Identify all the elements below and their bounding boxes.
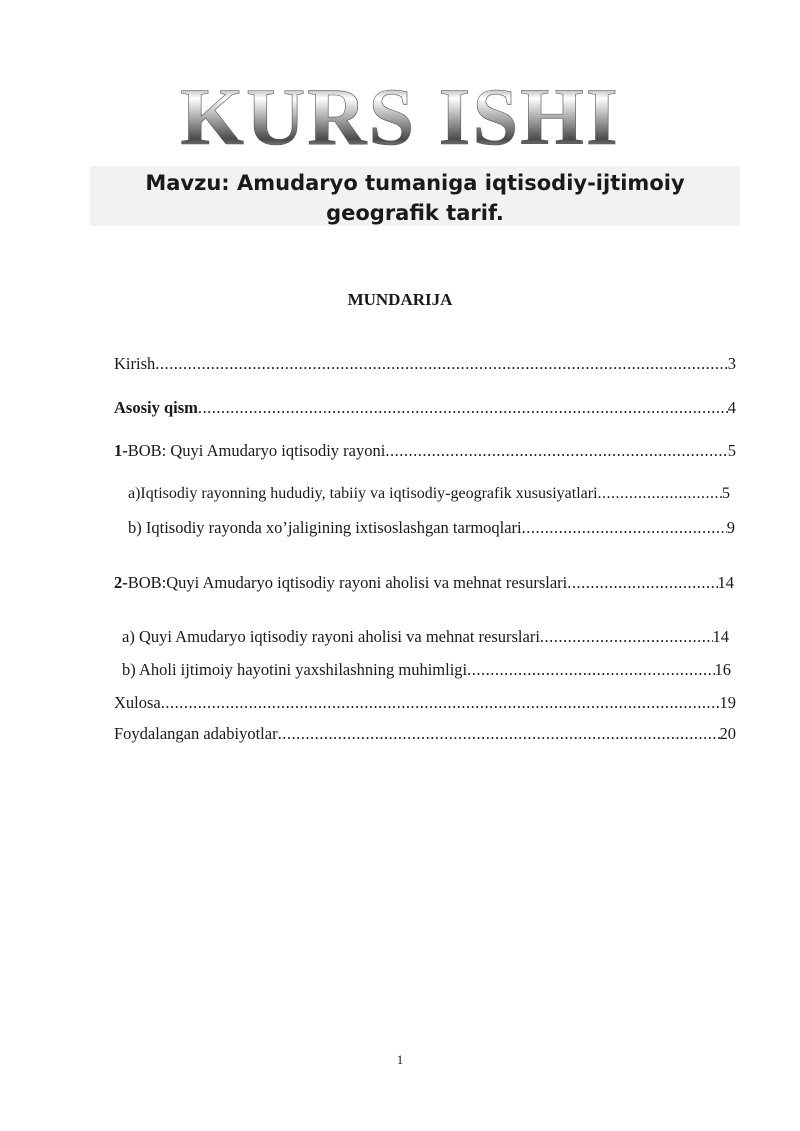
toc-leader: [155, 354, 728, 374]
toc-entry-label: BOB:Quyi Amudaryo iqtisodiy rayoni aholisi va mehnat resurslari: [127, 573, 568, 592]
toc-entry-page: 14: [712, 627, 729, 646]
topic-box: [90, 166, 740, 226]
page-number: 1: [396, 1052, 404, 1067]
toc-entry-page: 20: [719, 724, 736, 743]
toc-entry-page: 9: [726, 518, 735, 537]
toc-entry-bob-2-b[interactable]: [122, 660, 731, 680]
toc-entry-page: 16: [714, 660, 731, 679]
toc-entry-label: BOB: Quyi Amudaryo iqtisodiy rayoni: [127, 441, 386, 460]
toc-entry-xulosa[interactable]: [114, 693, 736, 713]
toc-entry-page: 4: [727, 398, 736, 417]
toc-entry-label: b) Aholi ijtimoiy hayotini yaxshilashning muhimligi: [122, 660, 468, 679]
toc-leader: [522, 518, 727, 538]
toc-leader: [598, 485, 722, 503]
toc-entry-label: Xulosa: [114, 693, 161, 712]
toc-entry-label: b) Iqtisodiy rayonda xo’jaligining ixtisoslashgan tarmoqlari: [128, 518, 522, 537]
toc-entry-page: 5: [727, 441, 736, 460]
toc-entry-bob-2-a[interactable]: [122, 627, 729, 647]
toc-leader: [385, 441, 727, 461]
topic-title: Mavzu: Amudaryo tumaniga iqtisodiy-ijtimoiy geografik tarif.: [145, 171, 685, 225]
title-wordart-graphic: [170, 80, 630, 150]
toc-entry-bob-1-a[interactable]: [128, 485, 730, 503]
toc-entry-label: Asosiy qism: [114, 398, 198, 417]
toc-heading: MUNDARIJA: [347, 290, 453, 309]
title-wordart: [0, 80, 800, 150]
toc-entry-label: Foydalangan adabiyotlar: [114, 724, 278, 743]
title-wordart-text: KURS ISHI: [180, 80, 620, 150]
toc-entry-label: Kirish: [114, 354, 156, 373]
toc-entry-page: 19: [719, 693, 736, 712]
toc-entry-prefix: 1-: [114, 441, 128, 460]
toc-leader: [567, 573, 717, 593]
toc-entry-bob-2[interactable]: [114, 573, 734, 593]
toc-entry-bob-1[interactable]: [114, 441, 736, 461]
toc-entry-kirish[interactable]: [114, 354, 736, 374]
toc-leader: [540, 627, 713, 647]
toc-entry-page: 3: [727, 354, 736, 373]
toc-entry-page: 5: [722, 485, 730, 502]
toc-entry-asosiy-qism[interactable]: [114, 398, 736, 418]
toc-leader: [467, 660, 714, 680]
toc-entry-bob-1-b[interactable]: [128, 518, 735, 538]
toc-entry-label: a) Quyi Amudaryo iqtisodiy rayoni aholisi va mehnat resurslari: [122, 627, 540, 646]
toc-entry-prefix: 2-: [114, 573, 128, 592]
toc-leader: [161, 693, 720, 713]
toc-entry-label: a)Iqtisodiy rayonning hududiy, tabiiy va iqtisodiy-geografik xususiyatlari: [128, 485, 598, 502]
toc-leader: [278, 724, 720, 744]
toc-leader: [198, 398, 728, 418]
toc-entry-foydalangan-adabiyotlar[interactable]: [114, 724, 736, 744]
toc-entry-page: 14: [717, 573, 734, 592]
